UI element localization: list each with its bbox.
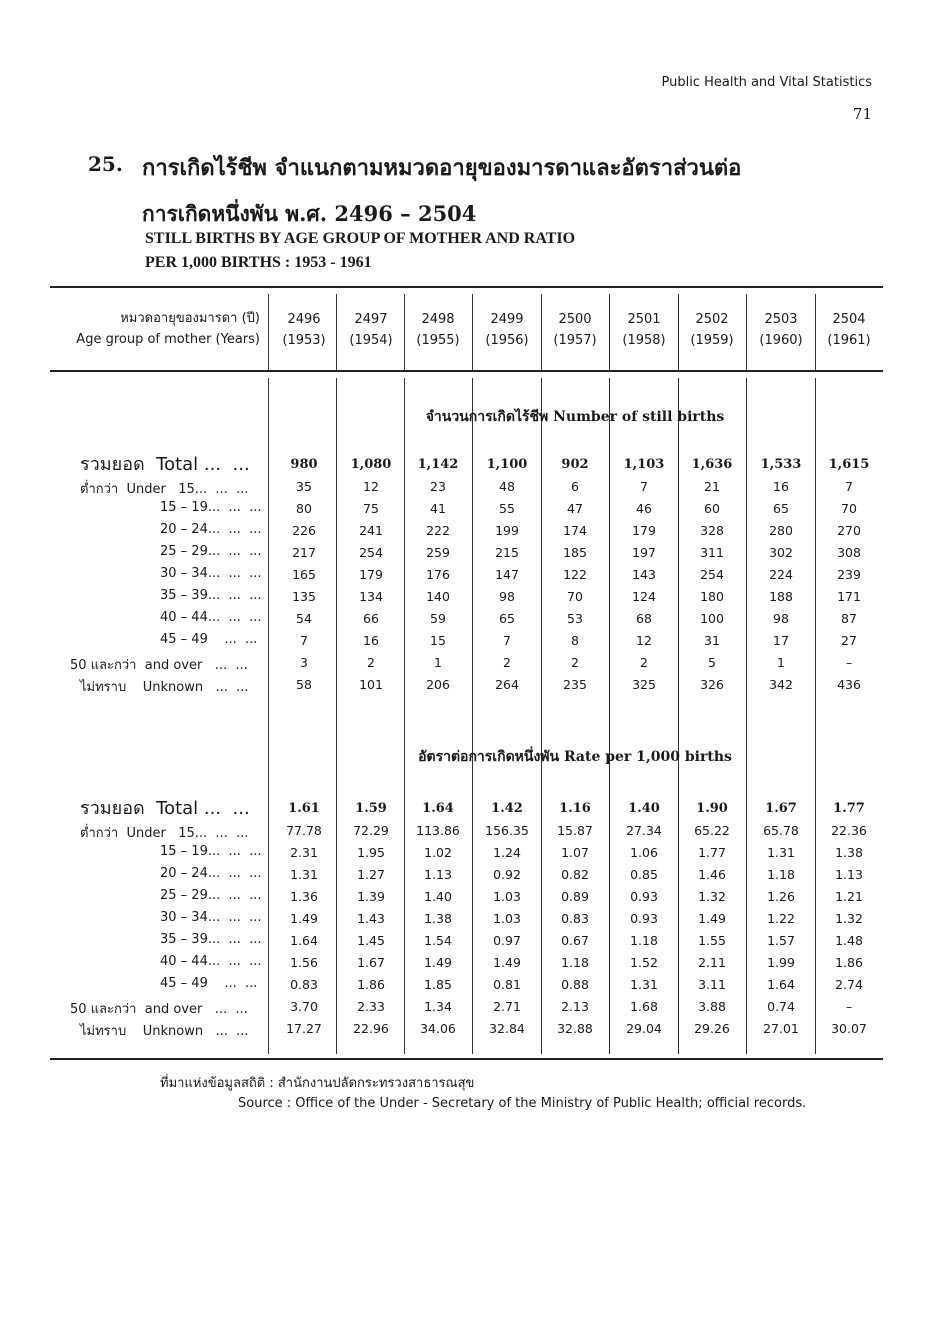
table-row xyxy=(0,887,941,909)
table-cell: 65 xyxy=(773,501,789,516)
row-label-under15: ต่ำกว่า Under 15... ... ... xyxy=(80,826,249,841)
table-cell: 1.34 xyxy=(424,999,452,1014)
table-cell: 1,533 xyxy=(760,457,802,472)
table-cell: 902 xyxy=(561,457,589,472)
table-cell: 124 xyxy=(632,589,656,604)
table-cell: 1.68 xyxy=(630,999,658,1014)
table-cell: 32.84 xyxy=(489,1021,525,1036)
table-cell: 41 xyxy=(430,501,446,516)
table-cell: 48 xyxy=(499,479,515,494)
table-cell: 98 xyxy=(499,589,515,604)
column-header-year-ce: (1955) xyxy=(416,333,460,348)
table-cell: 1.54 xyxy=(424,933,452,948)
table-row xyxy=(0,843,941,865)
row-label-unknown: ไม่ทราบ Unknown ... ... xyxy=(80,680,249,695)
table-row xyxy=(0,565,941,587)
table-cell: 1.13 xyxy=(424,867,452,882)
row-label-a45_49: 45 – 49 ... ... xyxy=(160,632,258,647)
table-cell: 308 xyxy=(837,545,861,560)
table-cell: 156.35 xyxy=(485,823,529,838)
table-cell: 32.88 xyxy=(557,1021,593,1036)
table-cell: 98 xyxy=(773,611,789,626)
table-cell: 1.48 xyxy=(835,933,863,948)
table-cell: 254 xyxy=(359,545,383,560)
table-cell: 1.26 xyxy=(767,889,795,904)
row-label-over50: 50 และกว่า and over ... ... xyxy=(70,658,248,673)
table-cell: – xyxy=(845,999,853,1014)
table-row xyxy=(0,631,941,653)
table-cell: 1.31 xyxy=(767,845,795,860)
table-cell: 0.83 xyxy=(290,977,318,992)
table-cell: 1.64 xyxy=(767,977,795,992)
table-cell: 47 xyxy=(567,501,583,516)
column-header-year-ce: (1958) xyxy=(622,333,666,348)
table-row xyxy=(0,477,941,499)
table-cell: 134 xyxy=(359,589,383,604)
table-cell: 1.95 xyxy=(357,845,385,860)
column-header-year-be: 2503 xyxy=(764,312,798,327)
table-row xyxy=(0,609,941,631)
table-cell: 7 xyxy=(845,479,853,494)
row-label-under15: ต่ำกว่า Under 15... ... ... xyxy=(80,482,249,497)
column-separator xyxy=(268,294,269,370)
table-cell: 199 xyxy=(495,523,519,538)
table-cell: 1.77 xyxy=(698,845,726,860)
table-cell: 1.85 xyxy=(424,977,452,992)
column-header-year-be: 2499 xyxy=(490,312,524,327)
table-cell: 17.27 xyxy=(286,1021,322,1036)
table-cell: 1.61 xyxy=(288,801,320,816)
table-bottom-rule xyxy=(50,1058,883,1060)
row-label-a30_34: 30 – 34... ... ... xyxy=(160,566,262,581)
table-cell: 77.78 xyxy=(286,823,322,838)
table-row xyxy=(0,653,941,675)
table-row xyxy=(0,909,941,931)
table-cell: 1.40 xyxy=(424,889,452,904)
table-cell: 0.93 xyxy=(630,911,658,926)
table-row xyxy=(0,865,941,887)
table-cell: 31 xyxy=(704,633,720,648)
table-cell: 239 xyxy=(837,567,861,582)
table-cell: 1.38 xyxy=(424,911,452,926)
table-row xyxy=(0,975,941,997)
table-cell: 185 xyxy=(563,545,587,560)
header-bottom-rule xyxy=(50,370,883,372)
table-cell: – xyxy=(845,655,853,670)
table-cell: 15.87 xyxy=(557,823,593,838)
column-header-year-ce: (1953) xyxy=(282,333,326,348)
table-cell: 980 xyxy=(290,457,318,472)
table-cell: 325 xyxy=(632,677,656,692)
table-row xyxy=(0,1019,941,1041)
table-cell: 60 xyxy=(704,501,720,516)
table-cell: 8 xyxy=(571,633,579,648)
table-row xyxy=(0,931,941,953)
table-cell: 1.49 xyxy=(424,955,452,970)
table-cell: 224 xyxy=(769,567,793,582)
table-cell: 0.74 xyxy=(767,999,795,1014)
row-label-a15_19: 15 – 19... ... ... xyxy=(160,500,262,515)
table-cell: 143 xyxy=(632,567,656,582)
table-cell: 2.33 xyxy=(357,999,385,1014)
table-cell: 68 xyxy=(636,611,652,626)
table-cell: 66 xyxy=(363,611,379,626)
source-english: Source : Office of the Under - Secretary of the Ministry of Public Health; official records. xyxy=(238,1096,807,1111)
running-header: Public Health and Vital Statistics xyxy=(661,75,872,90)
table-cell: 1.02 xyxy=(424,845,452,860)
table-cell: 1.18 xyxy=(767,867,795,882)
table-cell: 217 xyxy=(292,545,316,560)
table-cell: 1,103 xyxy=(623,457,665,472)
table-cell: 55 xyxy=(499,501,515,516)
column-header-year-be: 2502 xyxy=(695,312,729,327)
table-cell: 179 xyxy=(359,567,383,582)
column-header-year-be: 2504 xyxy=(832,312,866,327)
table-cell: 0.81 xyxy=(493,977,521,992)
table-cell: 1.42 xyxy=(491,801,523,816)
table-cell: 27.34 xyxy=(626,823,662,838)
table-cell: 22.36 xyxy=(831,823,867,838)
table-row xyxy=(0,953,941,975)
table-row xyxy=(0,997,941,1019)
table-cell: 1,615 xyxy=(828,457,870,472)
table-cell: 7 xyxy=(503,633,511,648)
table-cell: 171 xyxy=(837,589,861,604)
table-cell: 0.67 xyxy=(561,933,589,948)
table-cell: 1.16 xyxy=(559,801,591,816)
table-cell: 70 xyxy=(567,589,583,604)
table-cell: 241 xyxy=(359,523,383,538)
table-cell: 1.32 xyxy=(698,889,726,904)
table-cell: 27.01 xyxy=(763,1021,799,1036)
table-cell: 65.78 xyxy=(763,823,799,838)
table-cell: 12 xyxy=(363,479,379,494)
table-cell: 165 xyxy=(292,567,316,582)
table-cell: 1,100 xyxy=(486,457,528,472)
column-header-year-be: 2500 xyxy=(558,312,592,327)
table-cell: 1.49 xyxy=(493,955,521,970)
row-label-over50: 50 และกว่า and over ... ... xyxy=(70,1002,248,1017)
table-row xyxy=(0,675,941,697)
table-cell: 80 xyxy=(296,501,312,516)
table-cell: 1.52 xyxy=(630,955,658,970)
table-cell: 259 xyxy=(426,545,450,560)
table-cell: 1.21 xyxy=(835,889,863,904)
table-cell: 53 xyxy=(567,611,583,626)
table-cell: 342 xyxy=(769,677,793,692)
table-cell: 72.29 xyxy=(353,823,389,838)
table-row xyxy=(0,543,941,565)
table-cell: 22.96 xyxy=(353,1021,389,1036)
table-cell: 222 xyxy=(426,523,450,538)
table-cell: 21 xyxy=(704,479,720,494)
row-label-a40_44: 40 – 44... ... ... xyxy=(160,954,262,969)
table-cell: 16 xyxy=(773,479,789,494)
table-cell: 197 xyxy=(632,545,656,560)
table-cell: 1,080 xyxy=(350,457,392,472)
table-cell: 54 xyxy=(296,611,312,626)
table-cell: 2.13 xyxy=(561,999,589,1014)
table-cell: 23 xyxy=(430,479,446,494)
table-cell: 1.57 xyxy=(767,933,795,948)
table-cell: 59 xyxy=(430,611,446,626)
table-cell: 1.49 xyxy=(290,911,318,926)
table-cell: 1.99 xyxy=(767,955,795,970)
table-row xyxy=(0,521,941,543)
row-label-a30_34: 30 – 34... ... ... xyxy=(160,910,262,925)
table-cell: 215 xyxy=(495,545,519,560)
source-thai: ที่มาแห่งข้อมูลสถิติ : สำนักงานปลัดกระทรวงสาธารณสุข xyxy=(160,1076,475,1091)
table-cell: 1.46 xyxy=(698,867,726,882)
table-cell: 2.71 xyxy=(493,999,521,1014)
table-cell: 328 xyxy=(700,523,724,538)
table-cell: 1.24 xyxy=(493,845,521,860)
table-cell: 0.88 xyxy=(561,977,589,992)
column-header-year-ce: (1957) xyxy=(553,333,597,348)
row-label-a40_44: 40 – 44... ... ... xyxy=(160,610,262,625)
table-cell: 1.03 xyxy=(493,911,521,926)
table-cell: 1.03 xyxy=(493,889,521,904)
table-cell: 0.83 xyxy=(561,911,589,926)
column-header-year-ce: (1961) xyxy=(827,333,871,348)
row-label-a20_24: 20 – 24... ... ... xyxy=(160,866,262,881)
table-cell: 1.43 xyxy=(357,911,385,926)
row-label-unknown: ไม่ทราบ Unknown ... ... xyxy=(80,1024,249,1039)
table-cell: 1.13 xyxy=(835,867,863,882)
table-cell: 1.49 xyxy=(698,911,726,926)
table-cell: 17 xyxy=(773,633,789,648)
table-cell: 1,636 xyxy=(691,457,733,472)
table-cell: 101 xyxy=(359,677,383,692)
table-cell: 1,142 xyxy=(417,457,459,472)
table-cell: 1.40 xyxy=(628,801,660,816)
table-cell: 174 xyxy=(563,523,587,538)
table-cell: 3.88 xyxy=(698,999,726,1014)
table-cell: 1.59 xyxy=(355,801,387,816)
table-cell: 1 xyxy=(434,655,442,670)
table-cell: 226 xyxy=(292,523,316,538)
row-label-a15_19: 15 – 19... ... ... xyxy=(160,844,262,859)
table-cell: 1.38 xyxy=(835,845,863,860)
table-cell: 311 xyxy=(700,545,724,560)
table-cell: 29.26 xyxy=(694,1021,730,1036)
table-cell: 270 xyxy=(837,523,861,538)
table-cell: 70 xyxy=(841,501,857,516)
table-cell: 100 xyxy=(700,611,724,626)
table-cell: 1.32 xyxy=(835,911,863,926)
table-cell: 1.56 xyxy=(290,955,318,970)
table-number: 25. xyxy=(88,152,123,176)
table-cell: 12 xyxy=(636,633,652,648)
table-row xyxy=(0,799,941,821)
table-cell: 34.06 xyxy=(420,1021,456,1036)
table-cell: 3.11 xyxy=(698,977,726,992)
table-cell: 0.97 xyxy=(493,933,521,948)
table-cell: 16 xyxy=(363,633,379,648)
table-cell: 264 xyxy=(495,677,519,692)
table-cell: 1.90 xyxy=(696,801,728,816)
table-cell: 206 xyxy=(426,677,450,692)
table-cell: 1.18 xyxy=(630,933,658,948)
table-cell: 1.39 xyxy=(357,889,385,904)
table-cell: 87 xyxy=(841,611,857,626)
table-cell: 1.77 xyxy=(833,801,865,816)
table-cell: 0.82 xyxy=(561,867,589,882)
table-cell: 140 xyxy=(426,589,450,604)
table-row xyxy=(0,587,941,609)
table-cell: 35 xyxy=(296,479,312,494)
column-header-year-be: 2497 xyxy=(354,312,388,327)
column-header-year-be: 2496 xyxy=(287,312,321,327)
table-cell: 1.55 xyxy=(698,933,726,948)
title-thai-line-1: การเกิดไร้ชีพ จำแนกตามหมวดอายุของมารดาและอัตราส่วนต่อ xyxy=(142,155,742,181)
table-cell: 326 xyxy=(700,677,724,692)
table-row xyxy=(0,499,941,521)
table-cell: 1.67 xyxy=(357,955,385,970)
row-label-a20_24: 20 – 24... ... ... xyxy=(160,522,262,537)
table-cell: 5 xyxy=(708,655,716,670)
table-cell: 1.64 xyxy=(290,933,318,948)
table-cell: 3.70 xyxy=(290,999,318,1014)
table-cell: 1.36 xyxy=(290,889,318,904)
row-label-a45_49: 45 – 49 ... ... xyxy=(160,976,258,991)
table-cell: 1.64 xyxy=(422,801,454,816)
table-cell: 1.07 xyxy=(561,845,589,860)
table-cell: 0.85 xyxy=(630,867,658,882)
row-label-a35_39: 35 – 39... ... ... xyxy=(160,932,262,947)
table-cell: 6 xyxy=(571,479,579,494)
table-cell: 1.31 xyxy=(290,867,318,882)
row-label-a25_29: 25 – 29... ... ... xyxy=(160,544,262,559)
page-number: 71 xyxy=(852,105,872,123)
column-header-year-be: 2501 xyxy=(627,312,661,327)
column-header-year-be: 2498 xyxy=(421,312,455,327)
table-cell: 135 xyxy=(292,589,316,604)
table-cell: 2 xyxy=(367,655,375,670)
table-cell: 180 xyxy=(700,589,724,604)
column-header-year-ce: (1960) xyxy=(759,333,803,348)
stub-header-english: Age group of mother (Years) xyxy=(76,332,260,347)
table-cell: 30.07 xyxy=(831,1021,867,1036)
table-cell: 2 xyxy=(571,655,579,670)
row-label-total: รวมยอด Total ... ... xyxy=(80,454,250,475)
title-thai-line-2: การเกิดหนึ่งพัน พ.ศ. 2496 – 2504 xyxy=(142,201,477,226)
table-cell: 176 xyxy=(426,567,450,582)
title-english-line-1: STILL BIRTHS BY AGE GROUP OF MOTHER AND RATIO xyxy=(145,230,576,247)
table-cell: 2 xyxy=(640,655,648,670)
stub-header-thai: หมวดอายุของมารดา (ปี) xyxy=(120,311,260,326)
table-cell: 27 xyxy=(841,633,857,648)
column-header-year-ce: (1956) xyxy=(485,333,529,348)
table-cell: 254 xyxy=(700,567,724,582)
section-title-rates: อัตราต่อการเกิดหนึ่งพัน Rate per 1,000 births xyxy=(418,749,732,765)
table-cell: 0.93 xyxy=(630,889,658,904)
table-cell: 29.04 xyxy=(626,1021,662,1036)
row-label-total: รวมยอด Total ... ... xyxy=(80,798,250,819)
table-cell: 3 xyxy=(300,655,308,670)
table-cell: 235 xyxy=(563,677,587,692)
table-row xyxy=(0,821,941,843)
table-cell: 75 xyxy=(363,501,379,516)
table-cell: 122 xyxy=(563,567,587,582)
table-cell: 2.74 xyxy=(835,977,863,992)
table-cell: 113.86 xyxy=(416,823,460,838)
table-cell: 1.31 xyxy=(630,977,658,992)
table-cell: 65 xyxy=(499,611,515,626)
table-cell: 436 xyxy=(837,677,861,692)
title-english-line-2: PER 1,000 BIRTHS : 1953 - 1961 xyxy=(145,254,372,271)
table-cell: 302 xyxy=(769,545,793,560)
table-cell: 58 xyxy=(296,677,312,692)
table-cell: 1.27 xyxy=(357,867,385,882)
table-cell: 188 xyxy=(769,589,793,604)
table-cell: 1.86 xyxy=(835,955,863,970)
table-cell: 7 xyxy=(640,479,648,494)
table-cell: 1.18 xyxy=(561,955,589,970)
table-cell: 7 xyxy=(300,633,308,648)
table-cell: 65.22 xyxy=(694,823,730,838)
table-cell: 1.45 xyxy=(357,933,385,948)
table-cell: 46 xyxy=(636,501,652,516)
table-cell: 280 xyxy=(769,523,793,538)
table-cell: 147 xyxy=(495,567,519,582)
table-cell: 1.06 xyxy=(630,845,658,860)
row-label-a35_39: 35 – 39... ... ... xyxy=(160,588,262,603)
table-top-rule xyxy=(50,286,883,288)
table-cell: 2.31 xyxy=(290,845,318,860)
column-header-year-ce: (1959) xyxy=(690,333,734,348)
section-title-counts: จำนวนการเกิดไร้ชีพ Number of still births xyxy=(425,409,725,425)
table-cell: 2 xyxy=(503,655,511,670)
table-cell: 0.89 xyxy=(561,889,589,904)
table-cell: 1.22 xyxy=(767,911,795,926)
table-cell: 2.11 xyxy=(698,955,726,970)
table-cell: 1.67 xyxy=(765,801,797,816)
column-header-year-ce: (1954) xyxy=(349,333,393,348)
row-label-a25_29: 25 – 29... ... ... xyxy=(160,888,262,903)
table-cell: 1.86 xyxy=(357,977,385,992)
table-cell: 1 xyxy=(777,655,785,670)
table-cell: 0.92 xyxy=(493,867,521,882)
table-cell: 179 xyxy=(632,523,656,538)
table-cell: 15 xyxy=(430,633,446,648)
table-row xyxy=(0,455,941,477)
